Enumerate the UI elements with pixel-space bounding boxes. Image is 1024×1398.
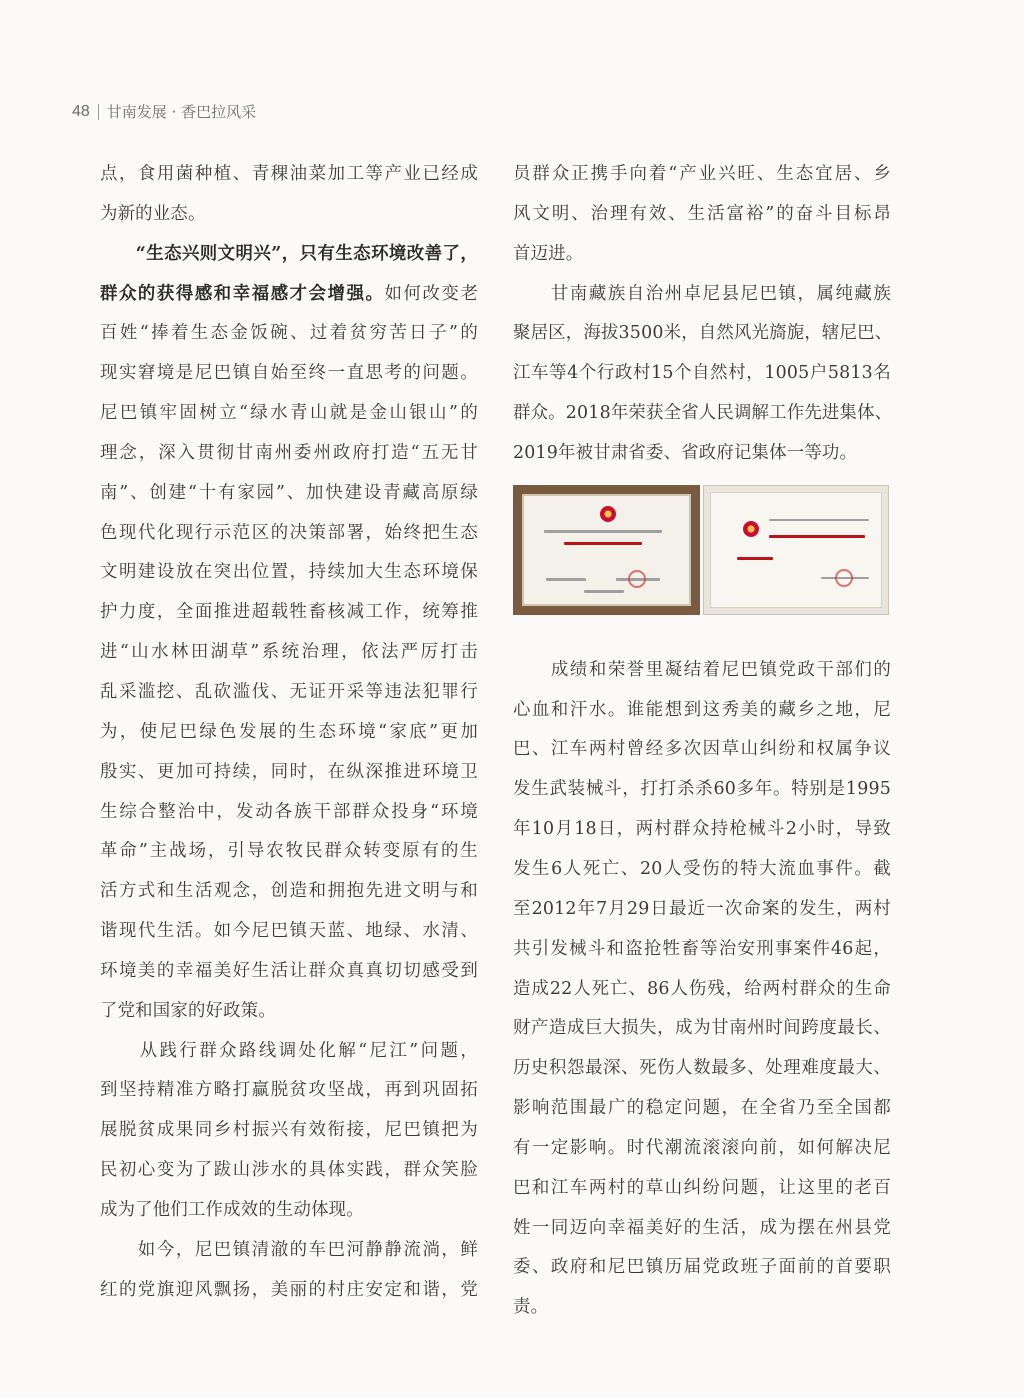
text-line bbox=[100, 1111, 478, 1151]
seal-icon bbox=[835, 569, 853, 587]
text-line bbox=[513, 1129, 891, 1169]
body-text: 责。 bbox=[513, 1297, 549, 1318]
body-text: 生综合整治中，发动各族干部群众投身“环境 bbox=[100, 801, 478, 822]
body-text: 尼巴镇牢固树立“绿水青山就是金山银山”的 bbox=[100, 403, 478, 424]
text-line bbox=[100, 793, 478, 833]
body-text: 展脱贫成果同乡村振兴有效衔接，尼巴镇把为 bbox=[100, 1120, 478, 1141]
right-column bbox=[513, 155, 891, 1328]
body-text: 年10月18日，两村群众持枪械斗2小时，导致 bbox=[513, 819, 891, 840]
body-text: 到坚持精准方略打赢脱贫攻坚战，再到巩固拓 bbox=[100, 1080, 478, 1101]
award-photos bbox=[513, 485, 891, 631]
text-line bbox=[513, 434, 891, 474]
body-text: 进“山水林田湖草”系统治理，依法严厉打击 bbox=[100, 642, 478, 663]
text-line bbox=[100, 1071, 478, 1111]
bold-text: “生态兴则文明兴”，只有生态环境改善了， bbox=[100, 243, 478, 264]
body-text: 革命”主战场，引导农牧民群众转变原有的生 bbox=[100, 841, 478, 862]
body-text: 理念，深入贯彻甘南州委州政府打造“五无甘 bbox=[100, 442, 478, 463]
seal-icon bbox=[628, 570, 646, 588]
left-column bbox=[100, 155, 478, 1310]
text-line bbox=[100, 1191, 478, 1231]
text-line bbox=[513, 1049, 891, 1089]
text-line bbox=[513, 1089, 891, 1129]
body-text: 造成22人死亡、86人伤残，给两村群众的生命 bbox=[513, 978, 891, 999]
body-text: 成绩和荣誉里凝结着尼巴镇党政干部们的 bbox=[513, 659, 891, 680]
text-line bbox=[100, 235, 478, 275]
text-line bbox=[513, 394, 891, 434]
page-number: 48 bbox=[72, 102, 90, 120]
body-text: 活方式和生活观念，创造和拥抱先进文明与和 bbox=[100, 881, 478, 902]
body-text: 谐现代生活。如今尼巴镇天蓝、地绿、水清、 bbox=[100, 921, 478, 942]
text-line bbox=[100, 952, 478, 992]
text-line bbox=[513, 850, 891, 890]
award-certificate-photo-2 bbox=[703, 485, 889, 615]
text-line bbox=[513, 930, 891, 970]
body-text: 员群众正携手向着“产业兴旺、生态宜居、乡 bbox=[513, 164, 891, 184]
body-text: 聚居区，海拔3500米，自然风光旖旎，辖尼巴、 bbox=[513, 323, 893, 344]
text-line bbox=[100, 514, 478, 554]
body-text: 有一定影响。时代潮流滚滚向前，如何解决尼 bbox=[513, 1137, 891, 1158]
text-line bbox=[513, 890, 891, 930]
body-text: 共引发械斗和盗抢牲畜等治安刑事案件46起， bbox=[513, 938, 891, 959]
text-line bbox=[513, 1288, 891, 1328]
text-line bbox=[513, 651, 891, 691]
right-column-top-text bbox=[513, 155, 891, 474]
running-header bbox=[72, 101, 256, 122]
text-line bbox=[100, 155, 478, 195]
text-line bbox=[100, 434, 478, 474]
body-text: 巴、江车两村曾经多次因草山纠纷和权属争议 bbox=[513, 739, 891, 760]
text-line bbox=[513, 1209, 891, 1249]
body-text: 成为了他们工作成效的生动体现。 bbox=[100, 1199, 364, 1220]
award-certificate-photo-1 bbox=[513, 485, 700, 615]
text-line bbox=[513, 691, 891, 731]
text-line bbox=[513, 275, 891, 315]
body-text: 2019年被甘肃省委、省政府记集体一等功。 bbox=[513, 442, 858, 463]
body-text: 殷实、更加可持续，同时，在纵深推进环境卫 bbox=[100, 761, 478, 782]
body-text: 为新的业态。 bbox=[100, 203, 206, 224]
body-text: 发生武装械斗，打打杀杀60多年。特别是1995 bbox=[513, 779, 891, 800]
body-text: 首迈进。 bbox=[513, 243, 584, 264]
body-text: 护力度，全面推进超载牲畜核减工作，统筹推 bbox=[100, 602, 478, 623]
body-text: 影响范围最广的稳定问题，在全省乃至全国都 bbox=[513, 1098, 891, 1119]
text-line bbox=[100, 1151, 478, 1191]
body-text: 至2012年7月29日最近一次命案的发生，两村 bbox=[513, 898, 891, 919]
body-text: 委、政府和尼巴镇历届党政班子面前的首要职 bbox=[513, 1257, 891, 1278]
body-text: 环境美的幸福美好生活让群众真真切切感受到 bbox=[100, 960, 478, 981]
body-text: 民初心变为了跋山涉水的具体实践，群众笑脸 bbox=[100, 1160, 478, 1181]
right-column-bottom-text bbox=[513, 651, 891, 1328]
text-line bbox=[513, 730, 891, 770]
body-text: 巴和江车两村的草山纠纷问题，让这里的老百 bbox=[513, 1177, 891, 1198]
body-text: 历史积怨最深、死伤人数最多、处理难度最大、 bbox=[513, 1058, 891, 1079]
text-line bbox=[100, 593, 478, 633]
text-line bbox=[100, 912, 478, 952]
text-line bbox=[513, 1009, 891, 1049]
text-line bbox=[100, 354, 478, 394]
text-line bbox=[100, 553, 478, 593]
text-line bbox=[513, 354, 891, 394]
text-line bbox=[100, 1271, 478, 1311]
national-emblem-icon bbox=[600, 506, 616, 522]
body-text: 风文明、治理有效、生活富裕”的奋斗目标昂 bbox=[513, 203, 891, 224]
text-line bbox=[100, 713, 478, 753]
body-text: 财产造成巨大损失，成为甘南州时间跨度最长、 bbox=[513, 1018, 891, 1039]
body-text: 南”、创建“十有家园”、加快建设青藏高原绿 bbox=[100, 482, 478, 503]
body-text: 发生6人死亡、20人受伤的特大流血事件。截 bbox=[513, 858, 891, 879]
body-text: 百姓“捧着生态金饭碗、过着贫穷苦日子”的 bbox=[100, 323, 478, 344]
text-line bbox=[513, 195, 891, 235]
text-line bbox=[513, 1169, 891, 1209]
body-text: 江车等4个行政村15个自然村，1005户5813名 bbox=[513, 363, 891, 384]
text-line bbox=[100, 673, 478, 713]
body-text: 甘南藏族自治州卓尼县尼巴镇，属纯藏族 bbox=[513, 283, 891, 304]
body-text: 文明建设放在突出位置，持续加大生态环境保 bbox=[100, 562, 478, 583]
text-line bbox=[100, 275, 478, 315]
body-text: 为，使尼巴绿色发展的生态环境“家底”更加 bbox=[100, 721, 478, 742]
text-line bbox=[513, 810, 891, 850]
text-line bbox=[100, 1231, 478, 1271]
body-text: 如今，尼巴镇清澈的车巴河静静流淌，鲜 bbox=[100, 1239, 478, 1260]
body-text: 红的党旗迎风飘扬，美丽的村庄安定和谐，党 bbox=[100, 1279, 478, 1300]
text-line bbox=[100, 633, 478, 673]
body-text: 了党和国家的好政策。 bbox=[100, 1000, 276, 1021]
body-text: 乱采滥挖、乱砍滥伐、无证开采等违法犯罪行 bbox=[100, 681, 478, 702]
body-text: 点，食用菌种植、青稞油菜加工等产业已经成 bbox=[100, 164, 478, 184]
text-line bbox=[100, 474, 478, 514]
body-text: 姓一同迈向幸福美好的生活，成为摆在州县党 bbox=[513, 1217, 891, 1238]
text-line bbox=[100, 314, 478, 354]
body-text: 色现代化现行示范区的决策部署，始终把生态 bbox=[100, 522, 478, 543]
text-line bbox=[100, 1032, 478, 1072]
text-line bbox=[513, 970, 891, 1010]
text-line bbox=[100, 992, 478, 1032]
text-line bbox=[100, 195, 478, 235]
text-line bbox=[513, 235, 891, 275]
text-line bbox=[513, 770, 891, 810]
body-text: 从践行群众路线调处化解“尼江”问题， bbox=[100, 1040, 478, 1061]
text-line bbox=[513, 1248, 891, 1288]
header-divider bbox=[98, 104, 99, 120]
text-line bbox=[100, 753, 478, 793]
body-text: 现实窘境是尼巴镇自始至终一直思考的问题。 bbox=[100, 363, 478, 384]
body-text: 群众。2018年荣获全省人民调解工作先进集体、 bbox=[513, 403, 893, 424]
body-text: 如何改变老 bbox=[384, 283, 478, 304]
text-line bbox=[100, 832, 478, 872]
section-title: 甘南发展 · 香巴拉风采 bbox=[106, 103, 257, 121]
national-emblem-icon bbox=[743, 521, 759, 537]
text-line bbox=[100, 394, 478, 434]
text-line bbox=[513, 155, 891, 195]
bold-text: 群众的获得感和幸福感才会增强。 bbox=[100, 283, 385, 304]
body-text: 心血和汗水。谁能想到这秀美的藏乡之地，尼 bbox=[513, 699, 891, 720]
text-line bbox=[513, 314, 891, 354]
text-line bbox=[100, 872, 478, 912]
